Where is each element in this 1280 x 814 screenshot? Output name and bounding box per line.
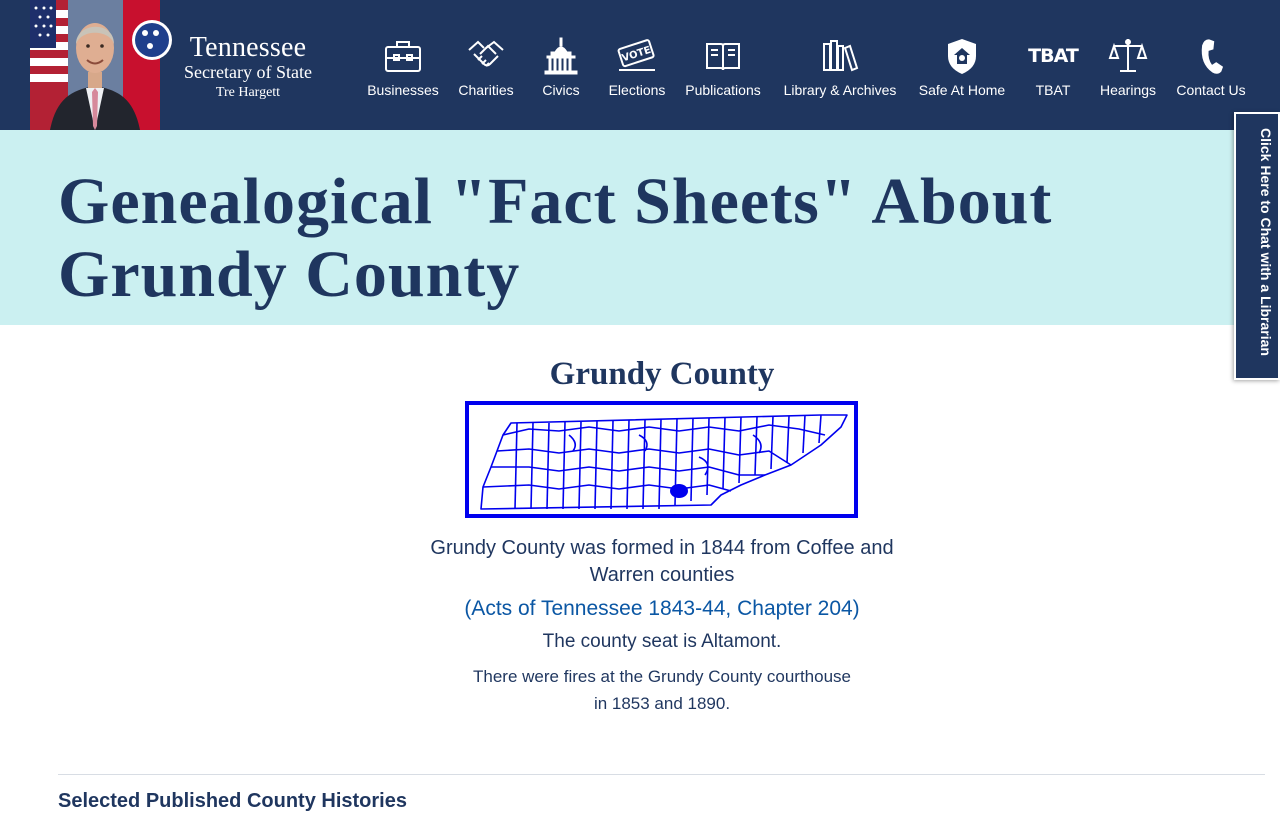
site-brand[interactable]	[168, 34, 328, 104]
county-heading: Grundy County	[549, 356, 775, 392]
formation-text: Grundy County was formed in 1844 from Coffee and Warren counties	[430, 537, 894, 586]
nav-elections-label: Elections	[608, 82, 666, 98]
nav-publications-label: Publications	[685, 82, 761, 98]
nav-businesses-label: Businesses	[367, 82, 439, 98]
tbat-logo-text: TBAT	[1028, 45, 1078, 67]
nav-contact-us-label: Contact Us	[1176, 82, 1246, 98]
nav-charities-label: Charities	[458, 82, 514, 98]
county-seat-text: The county seat is Altamont.	[542, 631, 782, 652]
page-title: Genealogical "Fact Sheets" About Grundy County	[58, 165, 1053, 311]
nav-elections[interactable]	[602, 36, 672, 106]
capitol-icon	[533, 36, 589, 76]
nav-businesses[interactable]	[362, 36, 444, 106]
brand-state: Tennessee	[189, 32, 307, 63]
brand-office: Secretary of State	[184, 62, 312, 82]
nav-civics-label: Civics	[542, 82, 580, 98]
nav-charities[interactable]	[452, 36, 520, 106]
nav-safe-at-home[interactable]	[912, 36, 1012, 106]
phone-icon	[1170, 36, 1252, 76]
vote-sign-icon	[602, 36, 672, 76]
nav-library-archives-label: Library & Archives	[783, 82, 897, 98]
section-divider	[58, 774, 1265, 775]
shield-home-icon	[912, 36, 1012, 76]
tennessee-map-graphic	[469, 405, 854, 514]
handshake-icon	[452, 36, 520, 76]
nav-library-archives[interactable]	[777, 36, 903, 106]
brand-name: Tre Hargett	[215, 85, 281, 100]
tennessee-county-map	[465, 401, 858, 518]
chat-tab-label: Click Here to Chat with a Librarian	[1258, 128, 1274, 356]
scales-icon	[1094, 36, 1162, 76]
chat-with-librarian-tab[interactable]	[1234, 112, 1280, 380]
section-heading-histories: Selected Published County Histories	[58, 790, 407, 812]
nav-publications[interactable]	[681, 36, 765, 106]
secretary-portrait[interactable]	[30, 0, 160, 130]
nav-tbat[interactable]	[1022, 36, 1084, 106]
acts-of-tennessee-link[interactable]: (Acts of Tennessee 1843-44, Chapter 204)	[464, 597, 860, 620]
book-icon	[681, 36, 765, 76]
nav-safe-at-home-label: Safe At Home	[918, 82, 1006, 98]
nav-hearings-label: Hearings	[1099, 82, 1157, 98]
nav-hearings[interactable]	[1094, 36, 1162, 106]
tbat-logo-icon	[1022, 36, 1084, 76]
briefcase-icon	[362, 36, 444, 76]
nav-contact-us[interactable]	[1170, 36, 1252, 106]
vote-sign-text: VOTE	[620, 44, 653, 65]
site-header	[0, 0, 1280, 130]
nav-civics[interactable]	[533, 36, 589, 106]
nav-tbat-label: TBAT	[1035, 82, 1071, 98]
books-icon	[777, 36, 903, 76]
courthouse-fires-text: There were fires at the Grundy County courthouse in 1853 and 1890.	[473, 667, 851, 713]
